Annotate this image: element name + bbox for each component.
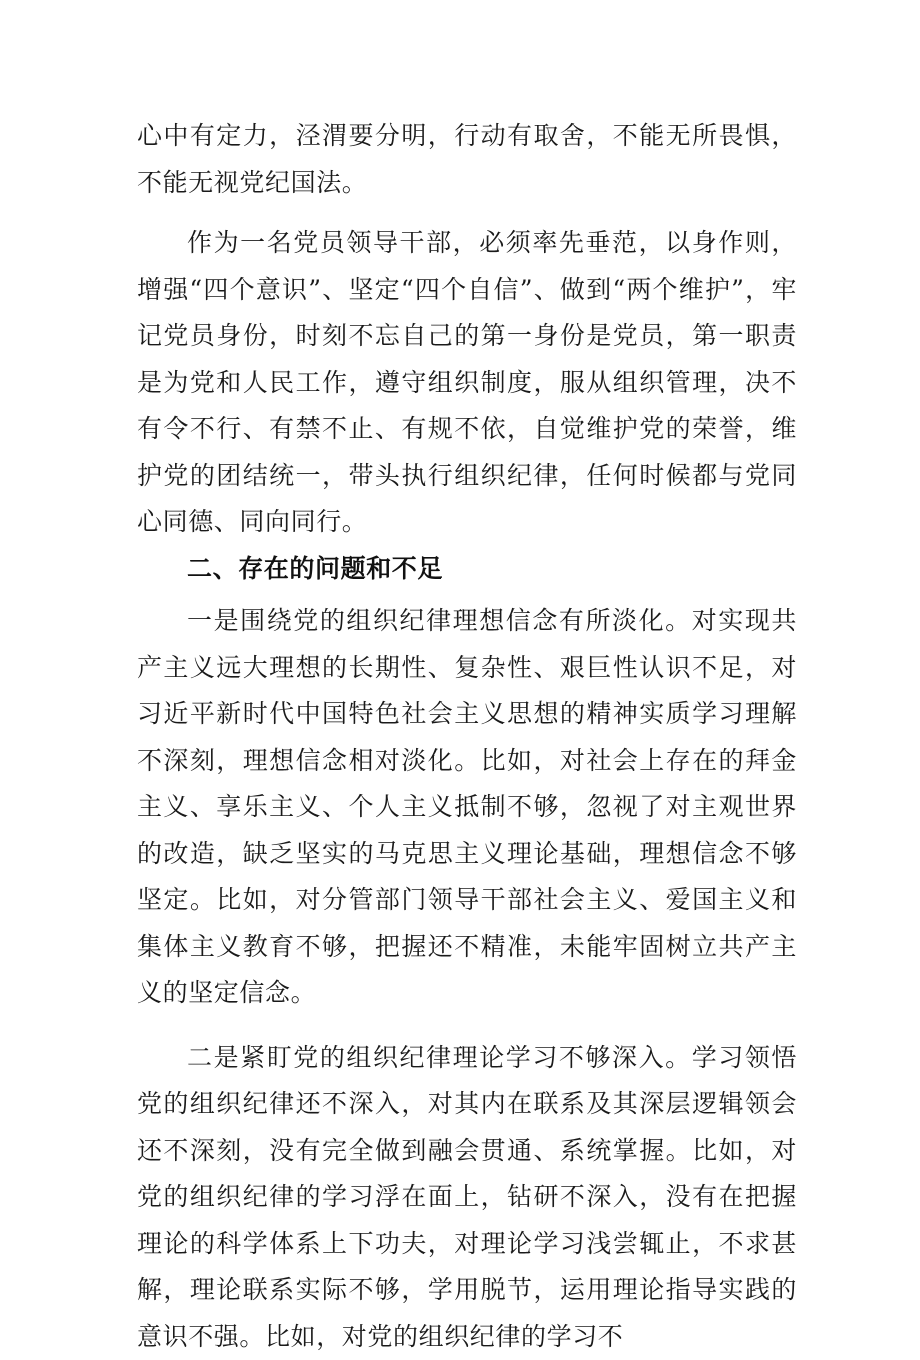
document-body — [137, 113, 797, 1360]
paragraph-ideals-beliefs: 一是围绕党的组织纪律理想信念有所淡化。对实现共产主义远大理想的长期性、复杂性、艰巨性认识不足，对习近平新时代中国特色社会主义思想的精神实质学习理解不深刻，理想信念相对淡化。比如，对社会上存在的拜金主义、享乐主义、个人主义抵制不够，忽视了对主观世界的改造，缺乏坚实的马克思主义理论基础，理想信念不够坚定。比如，对分管部门领导干部社会主义、爱国主义和集体主义教育不够，把握还不精准，未能牢固树立共产主义的坚定信念。 — [137, 598, 797, 1017]
paragraph-party-member-duty: 作为一名党员领导干部，必须率先垂范，以身作则，增强“四个意识”、坚定“四个自信”、做到“两个维护”，牢记党员身份，时刻不忘自己的第一身份是党员，第一职责是为党和人民工作，遵守组织制度，服从组织管理，决不有令不行、有禁不止、有规不依，自觉维护党的荣誉，维护党的团结统一，带头执行组织纪律，任何时候都与党同心同德、同向同行。 — [137, 220, 797, 546]
paragraph-continuation: 心中有定力，泾渭要分明，行动有取舍，不能无所畏惧，不能无视党纪国法。 — [137, 113, 797, 206]
paragraph-theory-study: 二是紧盯党的组织纪律理论学习不够深入。学习领悟党的组织纪律还不深入，对其内在联系及其深层逻辑领会还不深刻，没有完全做到融会贯通、系统掌握。比如，对党的组织纪律的学习浮在面上，钻研不深入，没有在把握理论的科学体系上下功夫，对理论学习浅尝辄止，不求甚解，理论联系实际不够，学用脱节，运用理论指导实践的意识不强。比如，对党的组织纪律的学习不 — [137, 1035, 797, 1360]
section-heading: 二、存在的问题和不足 — [137, 546, 797, 593]
